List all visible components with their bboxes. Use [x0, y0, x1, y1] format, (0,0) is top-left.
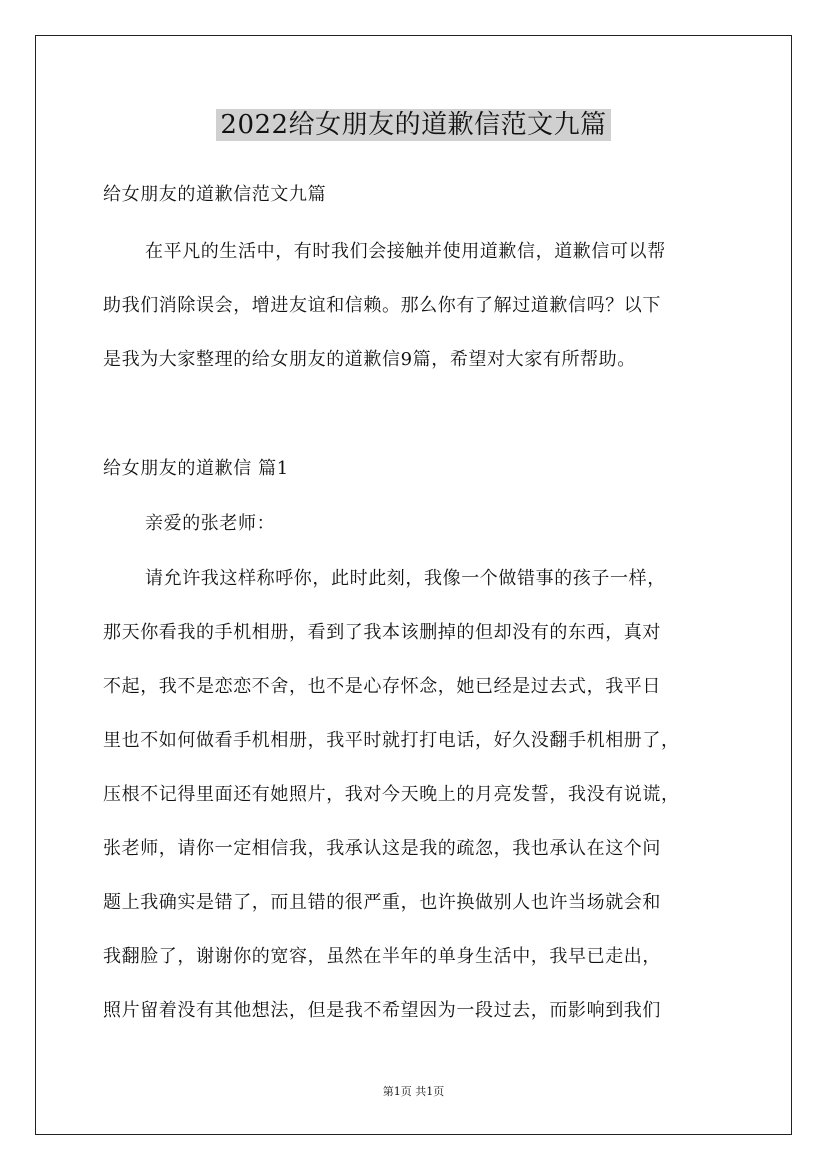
- intro-line-2: 助我们消除误会，增进友谊和信赖。那么你有了解过道歉信吗？以下: [103, 295, 661, 316]
- body-line-4: 里也不如何做看手机相册，我平时就打打电话，好久没翻手机相册了，: [103, 730, 680, 751]
- body-line-7: 题上我确实是错了，而且错的很严重，也许换做别人也许当场就会和: [103, 892, 661, 913]
- body-line-1: 请允许我这样称呼你，此时此刻，我像一个做错事的孩子一样，: [145, 568, 666, 589]
- body-line-2: 那天你看我的手机相册，看到了我本该删掉的但却没有的东西，真对: [103, 622, 661, 643]
- body-line-3: 不起，我不是恋恋不舍，也不是心存怀念，她已经是过去式，我平日: [103, 676, 661, 697]
- intro-line-1: 在平凡的生活中，有时我们会接触并使用道歉信，道歉信可以帮: [145, 241, 666, 262]
- salutation: 亲爱的张老师：: [145, 513, 276, 534]
- body-line-8: 我翻脸了，谢谢你的宽容，虽然在半年的单身生活中，我早已走出，: [103, 946, 661, 967]
- body-line-9: 照片留着没有其他想法，但是我不希望因为一段过去，而影响到我们: [103, 1000, 661, 1021]
- title-text: 2022给女朋友的道歉信范文九篇: [216, 109, 610, 141]
- section-heading: 给女朋友的道歉信 篇1: [103, 458, 289, 479]
- body-line-5: 压根不记得里面还有她照片，我对今天晚上的月亮发誓，我没有说谎，: [103, 784, 680, 805]
- body-line-6: 张老师，请你一定相信我，我承认这是我的疏忽，我也承认在这个问: [103, 838, 661, 859]
- subtitle: 给女朋友的道歉信范文九篇: [103, 184, 327, 205]
- page-footer: 第1页 共1页: [382, 1085, 445, 1098]
- document-title: [0, 104, 827, 141]
- intro-line-3: 是我为大家整理的给女朋友的道歉信9篇，希望对大家有所帮助。: [103, 349, 636, 370]
